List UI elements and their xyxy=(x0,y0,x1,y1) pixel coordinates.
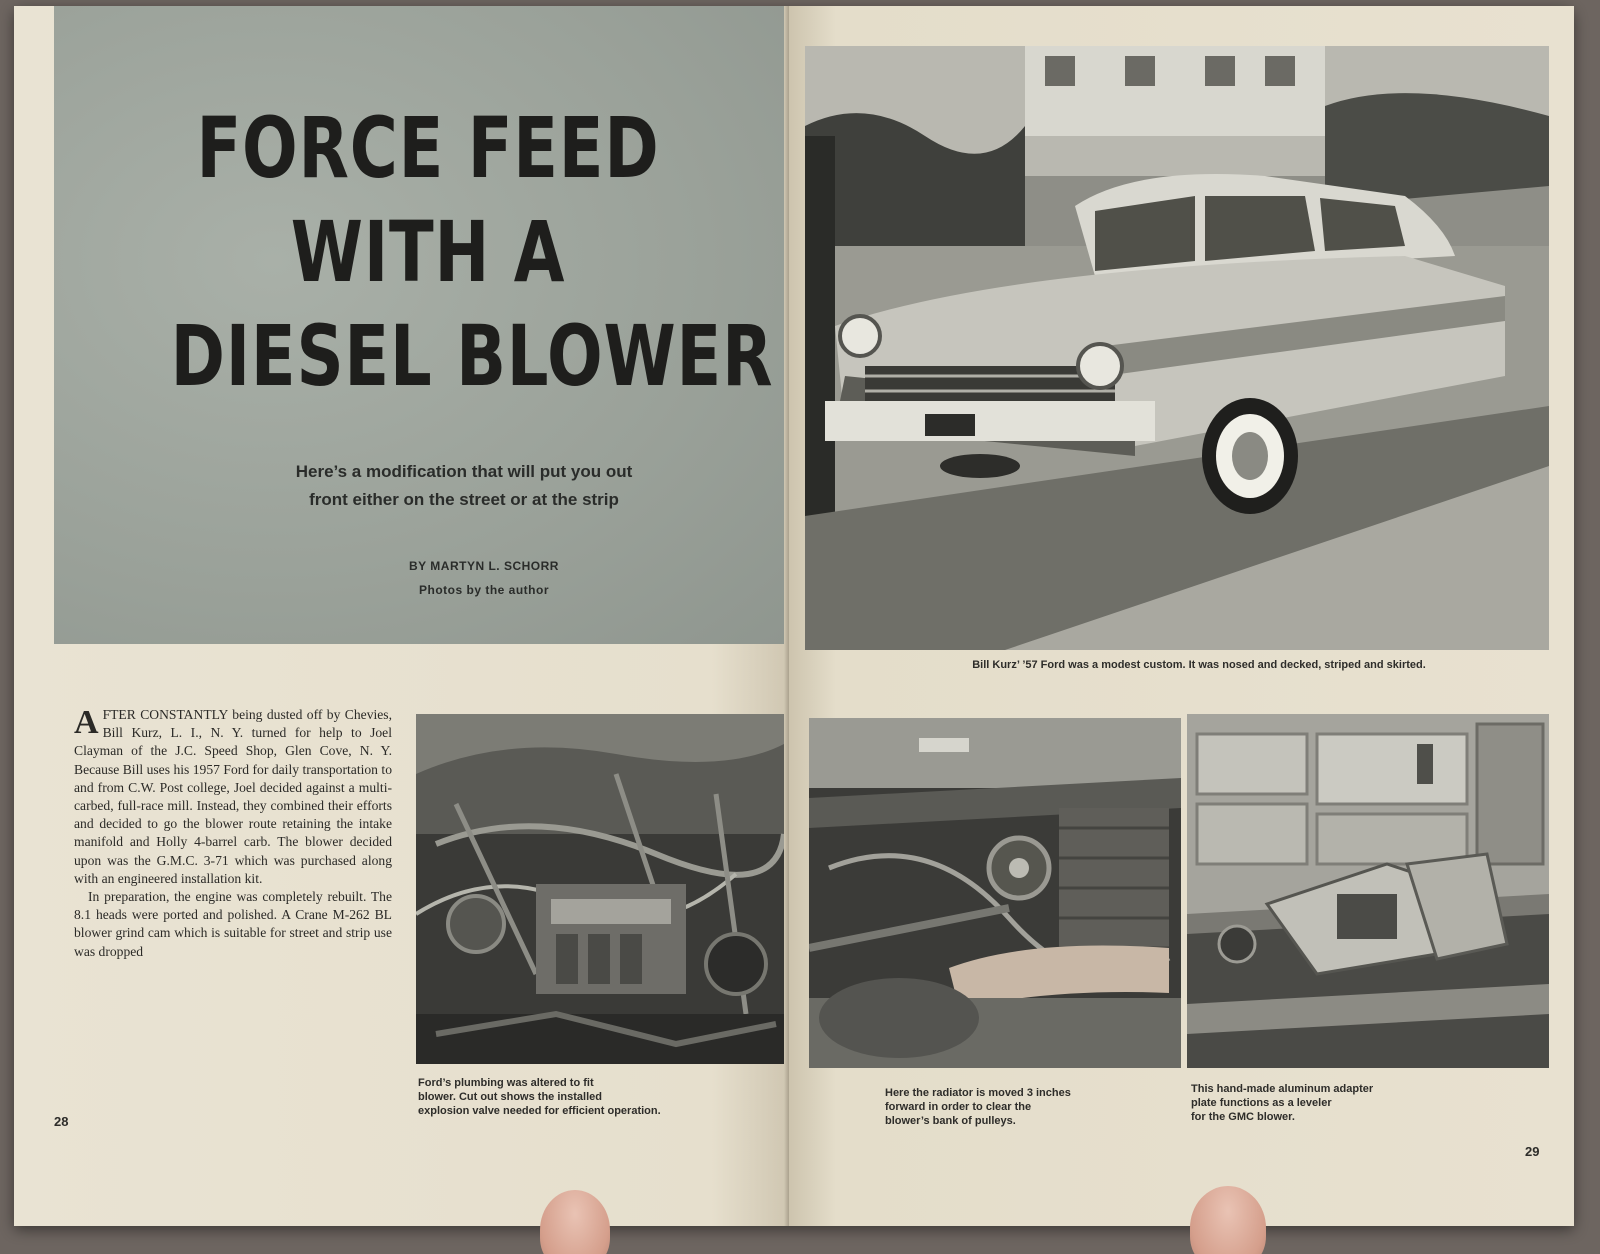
subtitle-line-2: front either on the street or at the strip xyxy=(309,490,619,509)
page-number-left: 28 xyxy=(54,1114,69,1129)
left-page xyxy=(14,6,789,1226)
adapter-caption-line-1: This hand-made aluminum adapter xyxy=(1191,1083,1374,1095)
paragraph-2: In preparation, the engine was completely rebuilt. The 8.1 heads were ported and polished. A Crane M-262 BL blower grind cam which is suitable for street and strip use was dropped xyxy=(74,889,392,959)
radiator-photo xyxy=(809,718,1181,1068)
title-line-3: DIESEL BLOWER xyxy=(170,307,774,405)
paragraph-1 xyxy=(74,706,392,888)
engine-photo-caption xyxy=(418,1076,778,1118)
title-panel xyxy=(54,6,784,644)
car-photo-caption: Bill Kurz’ ’57 Ford was a modest custom. It was nosed and decked, striped and skirted. xyxy=(972,659,1426,671)
right-page xyxy=(789,6,1574,1226)
title-line-2: WITH A xyxy=(290,203,566,301)
subtitle-line-1: Here’s a modification that will put you out xyxy=(295,462,633,481)
adapter-plate-photo xyxy=(1187,714,1549,1068)
radiator-caption-line-3: blower’s bank of pulleys. xyxy=(885,1115,1016,1127)
article-title xyxy=(170,96,774,408)
engine-caption-line-3: explosion valve needed for efficient operation. xyxy=(418,1105,661,1117)
radiator-caption-line-1: Here the radiator is moved 3 inches xyxy=(885,1087,1071,1099)
radiator-photo-caption xyxy=(885,1086,1175,1128)
photo-credit: Photos by the author xyxy=(419,583,549,597)
title-line-1: FORCE FEED xyxy=(196,99,660,197)
engine-bay-photo xyxy=(416,714,784,1064)
author-line: BY MARTYN L. SCHORR xyxy=(409,559,559,573)
adapter-caption-line-2: plate functions as a leveler xyxy=(1191,1097,1332,1109)
drop-cap: A xyxy=(74,704,99,741)
adapter-photo-caption xyxy=(1191,1082,1491,1124)
adapter-caption-line-3: for the GMC blower. xyxy=(1191,1111,1295,1123)
radiator-caption-line-2: forward in order to clear the xyxy=(885,1101,1032,1113)
magazine-spread xyxy=(14,6,1574,1226)
byline xyxy=(354,554,614,602)
engine-caption-line-1: Ford’s plumbing was altered to fit xyxy=(418,1077,594,1089)
page-number-right: 29 xyxy=(1525,1144,1540,1159)
article-subtitle xyxy=(184,458,744,514)
engine-caption-line-2: blower. Cut out shows the installed xyxy=(418,1091,602,1103)
car-photo xyxy=(805,46,1549,650)
paragraph-1-text: FTER CONSTANTLY being dusted off by Chevies, Bill Kurz, L. I., N. Y. turned for help to Joel Clayman of the J.C. Speed Shop, Glen Cove, N. Y. Because Bill uses his 1957 Ford for daily transportation to and from C.W. Post college, Joel decided against a multi-carbed, full-race mill. Instead, they combined their efforts and decided to go the blower route retaining the intake manifold and Holly 4-barrel carb. The blower decided upon was the G.M.C. 3-71 which was purchased along with an engineered installation kit. xyxy=(74,707,392,886)
article-body xyxy=(74,706,392,961)
